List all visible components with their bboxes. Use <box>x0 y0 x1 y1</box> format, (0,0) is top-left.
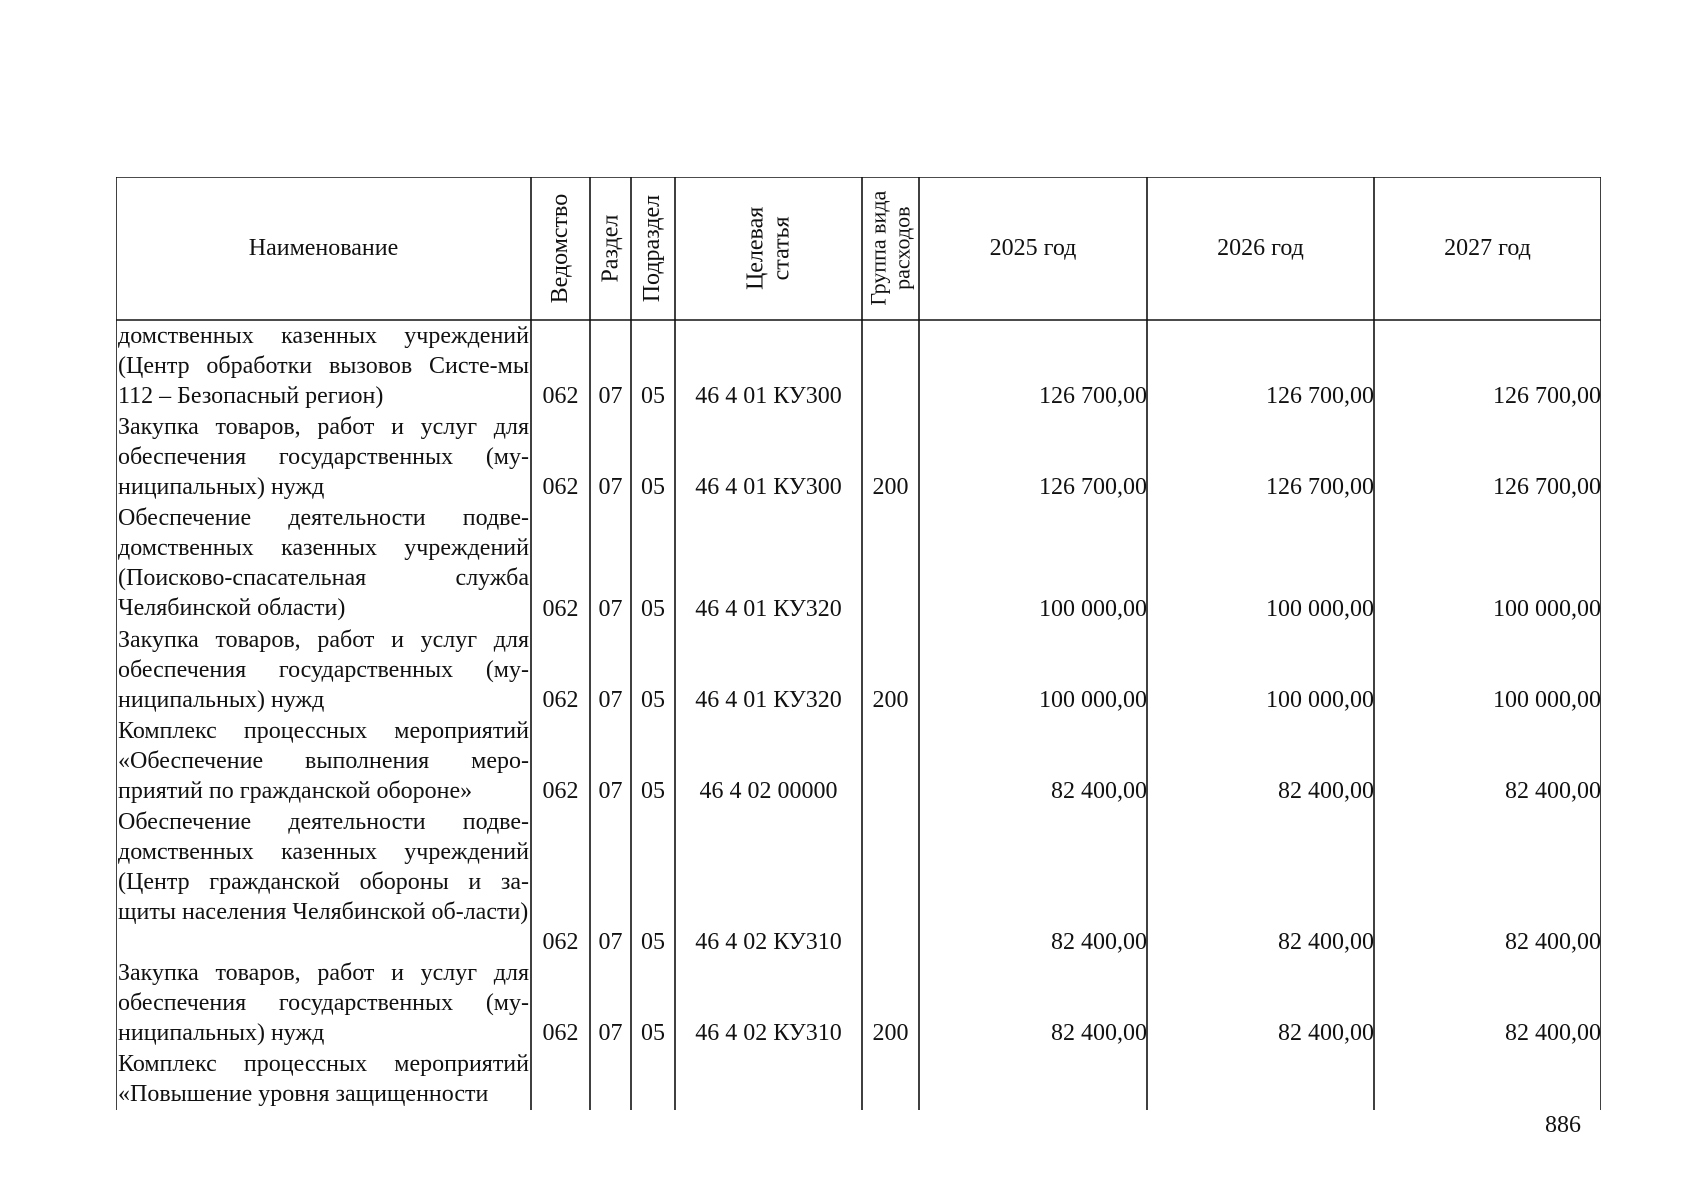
row-vedomstvo: 062 <box>542 687 579 713</box>
row-gruppa: 200 <box>872 687 909 713</box>
header-2025: 2025 год <box>989 234 1077 261</box>
row-podrazdel: 05 <box>641 929 665 955</box>
header-name: Наименование <box>248 234 399 261</box>
budget-table <box>116 177 1601 1110</box>
row-podrazdel: 05 <box>641 778 665 804</box>
header-2026: 2026 год <box>1217 234 1304 261</box>
row-podrazdel: 05 <box>641 383 665 409</box>
row-2027: 82 400,00 <box>1505 778 1601 804</box>
row-celevaya-statya: 46 4 02 КУ310 <box>695 929 842 955</box>
row-podrazdel: 05 <box>641 687 665 713</box>
header-vedomstvo: Ведомство <box>546 193 573 304</box>
row-gruppa: 200 <box>872 1020 909 1046</box>
row-vedomstvo: 062 <box>542 929 579 955</box>
row-name: Комплекс процессных мероприятий «Повышение уровня защищенности <box>118 1051 529 1107</box>
header-razdel: Раздел <box>596 214 623 283</box>
row-2025: 126 700,00 <box>1039 474 1147 500</box>
row-2026: 100 000,00 <box>1266 596 1374 622</box>
row-razdel: 07 <box>598 929 623 955</box>
header-gruppa-vida-rashodov: Группа вида расходов <box>865 191 915 306</box>
row-vedomstvo: 062 <box>542 778 579 804</box>
row-2025: 100 000,00 <box>1039 687 1147 713</box>
row-vedomstvo: 062 <box>542 383 579 409</box>
row-2027: 126 700,00 <box>1493 383 1601 409</box>
row-2025: 82 400,00 <box>1051 1020 1147 1046</box>
row-2025: 126 700,00 <box>1039 383 1147 409</box>
row-gruppa: 200 <box>872 474 909 500</box>
row-2026: 126 700,00 <box>1266 474 1374 500</box>
row-2026: 126 700,00 <box>1266 383 1374 409</box>
row-razdel: 07 <box>598 474 623 500</box>
page-number: 886 <box>1545 1112 1581 1138</box>
row-razdel: 07 <box>598 1020 623 1046</box>
row-name: Закупка товаров, работ и услуг для обеспечения государственных (му-ниципальных) нужд <box>118 414 529 500</box>
row-podrazdel: 05 <box>641 596 665 622</box>
row-celevaya-statya: 46 4 02 КУ310 <box>695 1020 842 1046</box>
row-name: Закупка товаров, работ и услуг для обеспечения государственных (му-ниципальных) нужд <box>118 960 529 1046</box>
row-name: Закупка товаров, работ и услуг для обеспечения государственных (му-ниципальных) нужд <box>118 627 529 713</box>
row-2026: 82 400,00 <box>1278 1020 1374 1046</box>
row-celevaya-statya: 46 4 01 КУ300 <box>695 474 842 500</box>
row-2026: 82 400,00 <box>1278 778 1374 804</box>
row-name: Обеспечение деятельности подве-домственных казенных учреждений (Поисково-спасательная служба Челябинской области) <box>118 505 529 621</box>
row-razdel: 07 <box>598 383 623 409</box>
header-celevaya-statya: Целевая статья <box>742 206 795 291</box>
row-podrazdel: 05 <box>641 1020 665 1046</box>
row-celevaya-statya: 46 4 01 КУ320 <box>695 687 842 713</box>
row-name: домственных казенных учреждений (Центр обработки вызовов Систе-мы 112 – Безопасный регион) <box>118 323 529 409</box>
row-celevaya-statya: 46 4 02 00000 <box>699 778 838 804</box>
row-2027: 82 400,00 <box>1505 929 1601 955</box>
row-2025: 100 000,00 <box>1039 596 1147 622</box>
header-2027: 2027 год <box>1444 234 1531 261</box>
header-podrazdel: Подраздел <box>639 194 666 303</box>
row-2027: 100 000,00 <box>1493 687 1601 713</box>
row-razdel: 07 <box>598 778 623 804</box>
row-razdel: 07 <box>598 596 623 622</box>
row-name: Обеспечение деятельности подве-домственных казенных учреждений (Центр гражданской обороны и за-щиты населения Челябинской об-ласти) <box>118 809 529 925</box>
row-vedomstvo: 062 <box>542 1020 579 1046</box>
row-podrazdel: 05 <box>641 474 665 500</box>
row-razdel: 07 <box>598 687 623 713</box>
row-2025: 82 400,00 <box>1051 778 1147 804</box>
row-2027: 126 700,00 <box>1493 474 1601 500</box>
row-vedomstvo: 062 <box>542 596 579 622</box>
row-2027: 100 000,00 <box>1493 596 1601 622</box>
row-vedomstvo: 062 <box>542 474 579 500</box>
row-name: Комплекс процессных мероприятий «Обеспечение выполнения меро-приятий по гражданской обороне» <box>118 718 529 804</box>
row-2027: 82 400,00 <box>1505 1020 1601 1046</box>
row-2026: 82 400,00 <box>1278 929 1374 955</box>
row-2026: 100 000,00 <box>1266 687 1374 713</box>
row-celevaya-statya: 46 4 01 КУ320 <box>695 596 842 622</box>
row-2025: 82 400,00 <box>1051 929 1147 955</box>
row-celevaya-statya: 46 4 01 КУ300 <box>695 383 842 409</box>
